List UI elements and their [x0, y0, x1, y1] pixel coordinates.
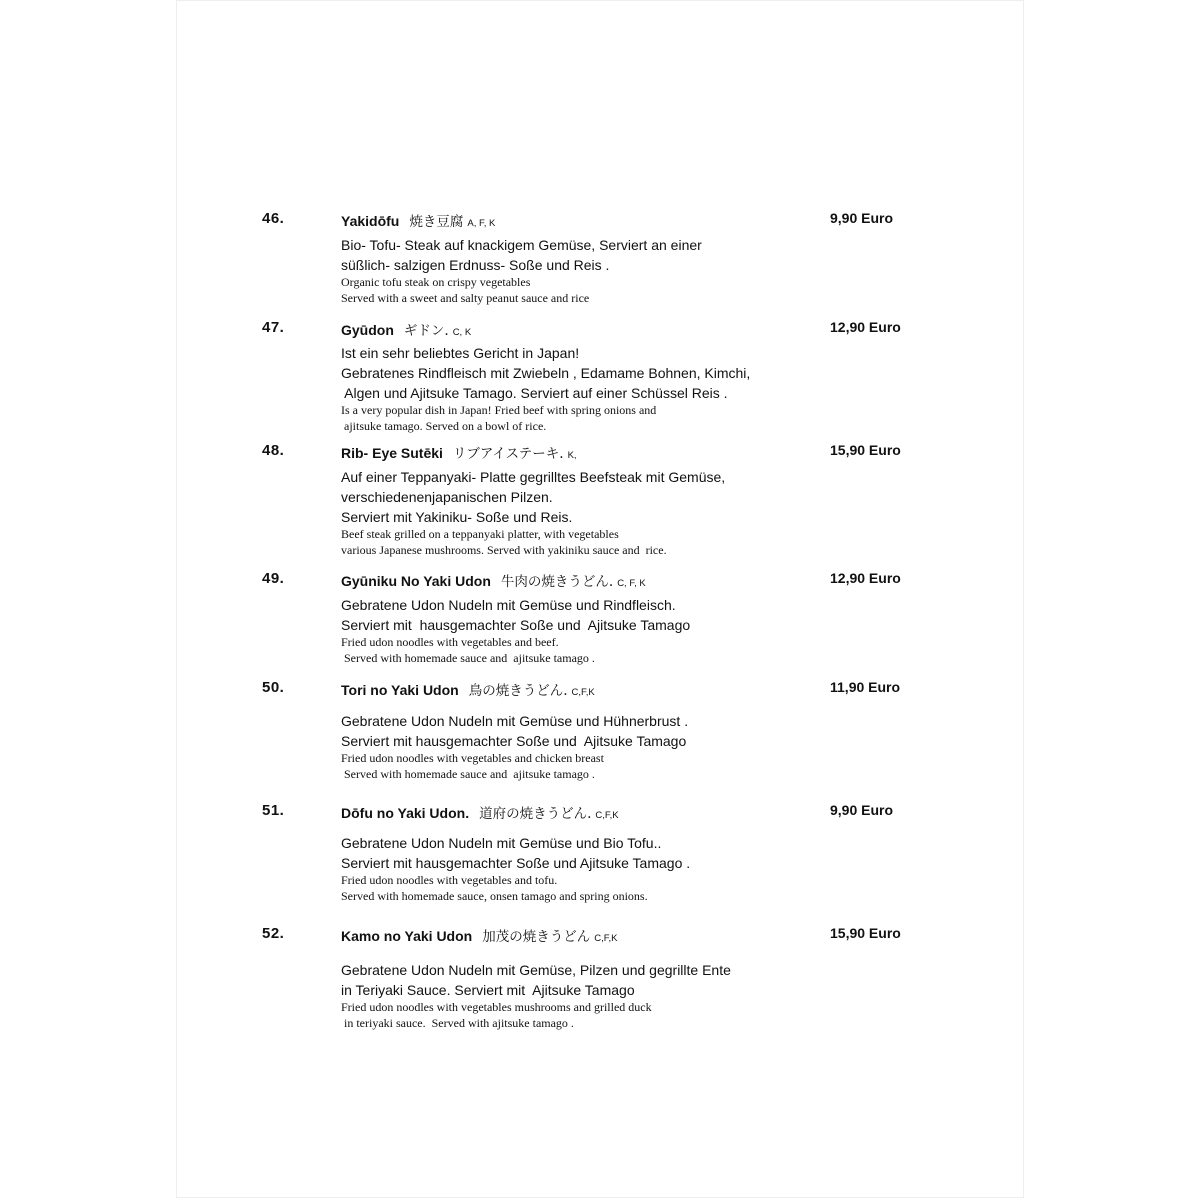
- item-name: Rib- Eye Sutēki: [341, 445, 443, 461]
- item-price: 9,90 Euro: [830, 802, 894, 818]
- item-title: [341, 570, 646, 590]
- german-description-line: in Teriyaki Sauce. Serviert mit Ajitsuke Tamago: [341, 982, 635, 998]
- item-number: 47.: [262, 319, 285, 336]
- english-description-line: Fried udon noodles with vegetables mushrooms and grilled duck: [341, 1000, 652, 1014]
- english-description-line: Fried udon noodles with vegetables and beef.: [341, 635, 559, 649]
- item-number: 52.: [262, 925, 285, 942]
- item-description: [341, 711, 811, 782]
- item-japanese-name: 牛肉の焼きうどん.: [500, 574, 614, 590]
- item-name: Tori no Yaki Udon: [341, 682, 459, 698]
- item-name: Kamo no Yaki Udon: [341, 928, 473, 944]
- item-number: 49.: [262, 570, 285, 587]
- english-description-line: Organic tofu steak on crispy vegetables: [341, 275, 531, 289]
- german-description-line: verschiedenenjapanischen Pilzen.: [341, 489, 553, 505]
- item-price: 9,90 Euro: [830, 210, 894, 226]
- item-title: [341, 802, 619, 822]
- item-japanese-name: ギドン.: [403, 323, 449, 339]
- german-description-line: Gebratenes Rindfleisch mit Zwiebeln , Edamame Bohnen, Kimchi,: [341, 365, 751, 381]
- german-description-line: Serviert mit Yakiniku- Soße und Reis.: [341, 509, 573, 525]
- item-description: [341, 467, 811, 558]
- item-japanese-name: 道府の焼きうどん.: [479, 806, 592, 822]
- item-allergens: C,F,K: [594, 933, 618, 944]
- item-number: 46.: [262, 210, 285, 227]
- german-description-line: Gebratene Udon Nudeln mit Gemüse, Pilzen und gegrillte Ente: [341, 962, 731, 978]
- english-description-line: in teriyaki sauce. Served with ajitsuke tamago .: [341, 1015, 574, 1030]
- item-price: 12,90 Euro: [830, 570, 901, 586]
- item-number: 48.: [262, 442, 285, 459]
- item-price: 15,90 Euro: [830, 442, 901, 458]
- item-japanese-name: 鳥の焼きうどん.: [468, 683, 568, 699]
- german-description-line: Gebratene Udon Nudeln mit Gemüse und Bio Tofu..: [341, 835, 662, 851]
- english-description-line: Fried udon noodles with vegetables and chicken breast: [341, 751, 604, 765]
- german-description-line: Gebratene Udon Nudeln mit Gemüse und Hühnerbrust .: [341, 713, 689, 729]
- english-description-line: Is a very popular dish in Japan! Fried beef with spring onions and: [341, 403, 657, 417]
- item-allergens: C,F,K: [571, 687, 595, 698]
- item-title: [341, 319, 471, 339]
- item-title: [341, 679, 595, 699]
- item-description: [341, 960, 811, 1031]
- item-title: [341, 925, 617, 945]
- item-allergens: C, F, K: [617, 578, 646, 589]
- item-name: Gyūdon: [341, 322, 394, 338]
- english-description-line: Fried udon noodles with vegetables and tofu.: [341, 873, 558, 887]
- item-allergens: C, K: [452, 327, 472, 338]
- german-description-line: süßlich- salzigen Erdnuss- Soße und Reis .: [341, 257, 610, 273]
- item-description: [341, 235, 811, 306]
- item-description: [341, 343, 811, 434]
- item-price: 15,90 Euro: [830, 925, 901, 941]
- item-number: 51.: [262, 802, 285, 819]
- item-japanese-name: リブアイステーキ.: [452, 446, 564, 462]
- item-description: [341, 833, 811, 904]
- item-japanese-name: 焼き豆腐: [409, 214, 464, 230]
- english-description-line: Served with homemade sauce and ajitsuke tamago .: [341, 766, 595, 781]
- german-description-line: Ist ein sehr beliebtes Gericht in Japan!: [341, 345, 580, 361]
- item-allergens: C,F,K: [595, 810, 619, 821]
- english-description-line: Served with a sweet and salty peanut sauce and rice: [341, 290, 590, 305]
- german-description-line: Auf einer Teppanyaki- Platte gegrilltes Beefsteak mit Gemüse,: [341, 469, 726, 485]
- german-description-line: Serviert mit hausgemachter Soße und Ajitsuke Tamago .: [341, 855, 691, 871]
- item-name: Dōfu no Yaki Udon.: [341, 805, 470, 821]
- german-description-line: Bio- Tofu- Steak auf knackigem Gemüse, Serviert an einer: [341, 237, 702, 253]
- english-description-line: Served with homemade sauce, onsen tamago and spring onions.: [341, 888, 648, 903]
- english-description-line: Served with homemade sauce and ajitsuke tamago .: [341, 650, 595, 665]
- item-allergens: K,: [567, 450, 577, 461]
- item-description: [341, 595, 811, 666]
- item-allergens: A, F, K: [467, 218, 496, 229]
- item-japanese-name: 加茂の焼きうどん: [482, 929, 591, 945]
- item-title: [341, 210, 495, 230]
- german-description-line: Algen und Ajitsuke Tamago. Serviert auf einer Schüssel Reis .: [341, 385, 728, 401]
- item-price: 11,90 Euro: [830, 679, 901, 695]
- german-description-line: Serviert mit hausgemachter Soße und Ajitsuke Tamago: [341, 617, 691, 633]
- german-description-line: Serviert mit hausgemachter Soße und Ajitsuke Tamago: [341, 733, 687, 749]
- german-description-line: Gebratene Udon Nudeln mit Gemüse und Rindfleisch.: [341, 597, 676, 613]
- english-description-line: ajitsuke tamago. Served on a bowl of rice.: [341, 418, 547, 433]
- english-description-line: various Japanese mushrooms. Served with yakiniku sauce and rice.: [341, 542, 667, 557]
- item-name: Gyūniku No Yaki Udon: [341, 573, 491, 589]
- english-description-line: Beef steak grilled on a teppanyaki platter, with vegetables: [341, 527, 619, 541]
- item-name: Yakidōfu: [341, 213, 400, 229]
- item-number: 50.: [262, 679, 285, 696]
- item-title: [341, 442, 577, 462]
- item-price: 12,90 Euro: [830, 319, 901, 335]
